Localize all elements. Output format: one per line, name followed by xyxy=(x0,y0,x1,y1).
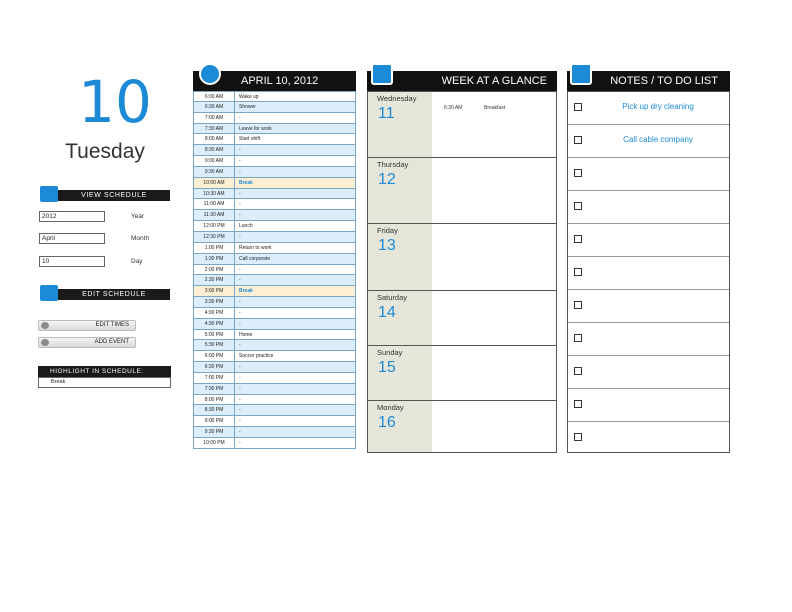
schedule-time: 2:30 PM xyxy=(193,275,235,285)
week-day-name: Sunday xyxy=(377,348,403,357)
schedule-event[interactable]: Wake up xyxy=(235,92,356,101)
day-number: 10 xyxy=(78,68,152,136)
schedule-event[interactable]: - xyxy=(235,210,356,220)
schedule-time: 4:00 PM xyxy=(193,308,235,318)
week-day[interactable] xyxy=(368,92,556,158)
schedule-event[interactable]: - xyxy=(235,145,356,155)
note-checkbox[interactable] xyxy=(574,268,582,276)
note-item[interactable] xyxy=(568,191,729,224)
notes-title: NOTES / TO DO LIST xyxy=(610,75,718,87)
note-item[interactable] xyxy=(568,125,729,158)
schedule-time: 7:00 PM xyxy=(193,373,235,383)
week-day-number: 16 xyxy=(378,414,396,431)
schedule-event[interactable]: - xyxy=(235,373,356,383)
schedule-time: 6:30 PM xyxy=(193,362,235,372)
schedule-row[interactable] xyxy=(193,102,356,113)
schedule-time: 3:30 PM xyxy=(193,297,235,307)
note-item[interactable] xyxy=(568,290,729,323)
schedule-event[interactable]: - xyxy=(235,113,356,123)
note-item[interactable] xyxy=(568,92,729,125)
note-text[interactable]: Pick up dry cleaning xyxy=(622,102,694,111)
schedule-row[interactable] xyxy=(193,210,356,221)
schedule-event[interactable]: Home xyxy=(235,330,356,340)
note-item[interactable] xyxy=(568,356,729,389)
note-item[interactable] xyxy=(568,257,729,290)
schedule-event[interactable]: - xyxy=(235,265,356,275)
edit-times-button[interactable] xyxy=(38,320,136,331)
schedule-event[interactable]: Call corporate xyxy=(235,254,356,264)
note-checkbox[interactable] xyxy=(574,400,582,408)
schedule-event[interactable]: Break xyxy=(235,286,356,296)
schedule-event[interactable]: - xyxy=(235,199,356,209)
schedule-row[interactable] xyxy=(193,156,356,167)
week-day-number: 12 xyxy=(378,171,396,188)
schedule-row[interactable] xyxy=(193,416,356,427)
add-event-label: ADD EVENT xyxy=(94,339,129,345)
note-text[interactable]: Call cable company xyxy=(623,135,693,144)
schedule-row[interactable] xyxy=(193,351,356,362)
week-day-number: 13 xyxy=(378,237,396,254)
schedule-event[interactable]: - xyxy=(235,427,356,437)
schedule-time: 10:00 PM xyxy=(193,438,235,448)
month-label: Month xyxy=(131,235,150,242)
week-day[interactable] xyxy=(368,224,556,291)
schedule-row[interactable] xyxy=(193,330,356,341)
schedule-row[interactable] xyxy=(193,232,356,243)
clock-icon xyxy=(41,339,49,346)
note-item[interactable] xyxy=(568,323,729,356)
schedule-time: 2:00 PM xyxy=(193,265,235,275)
schedule-row[interactable] xyxy=(193,199,356,210)
schedule-row[interactable] xyxy=(193,265,356,276)
week-day-name: Thursday xyxy=(377,160,409,169)
schedule-time: 7:30 AM xyxy=(193,124,235,134)
note-checkbox[interactable] xyxy=(574,103,582,111)
note-checkbox[interactable] xyxy=(574,301,582,309)
refresh-icon xyxy=(570,63,592,85)
year-label: Year xyxy=(131,213,145,220)
schedule-row[interactable] xyxy=(193,134,356,145)
schedule-time: 3:00 PM xyxy=(193,286,235,296)
folder-icon xyxy=(371,63,393,85)
schedule-time: 7:00 AM xyxy=(193,113,235,123)
week-day-number: 14 xyxy=(378,304,396,321)
schedule-time: 11:00 AM xyxy=(193,199,235,209)
schedule-row[interactable] xyxy=(193,221,356,232)
schedule-time: 1:00 PM xyxy=(193,243,235,253)
schedule-event[interactable]: - xyxy=(235,232,356,242)
view-schedule-header: VIEW SCHEDULE xyxy=(58,190,170,201)
week-day-number: 15 xyxy=(378,359,396,376)
calendar-icon xyxy=(40,186,58,202)
week-glance xyxy=(367,91,557,453)
note-checkbox[interactable] xyxy=(574,136,582,144)
schedule-event[interactable]: Lunch xyxy=(235,221,356,231)
schedule-event[interactable]: Return to work xyxy=(235,243,356,253)
week-event: Breakfast xyxy=(484,105,506,111)
schedule-time: 4:30 PM xyxy=(193,319,235,329)
schedule-event[interactable]: - xyxy=(235,189,356,199)
note-item[interactable] xyxy=(568,158,729,191)
schedule-event[interactable]: Leave for work xyxy=(235,124,356,134)
schedule-row[interactable] xyxy=(193,405,356,416)
schedule-event[interactable]: - xyxy=(235,340,356,350)
schedule-time: 10:30 AM xyxy=(193,189,235,199)
week-day-name: Friday xyxy=(377,226,398,235)
grid-icon xyxy=(41,322,49,329)
clock-icon xyxy=(199,63,221,85)
schedule-event[interactable]: - xyxy=(235,395,356,405)
schedule-row[interactable] xyxy=(193,243,356,254)
schedule-row[interactable] xyxy=(193,438,356,449)
schedule-title: APRIL 10, 2012 xyxy=(241,75,319,87)
schedule-time: 5:00 PM xyxy=(193,330,235,340)
schedule-row[interactable] xyxy=(193,362,356,373)
week-day-name: Saturday xyxy=(377,293,408,302)
highlight-input[interactable]: Break xyxy=(38,377,171,388)
schedule-event[interactable]: - xyxy=(235,405,356,415)
schedule-row[interactable] xyxy=(193,124,356,135)
schedule-row[interactable] xyxy=(193,178,356,189)
schedule-row[interactable] xyxy=(193,145,356,156)
schedule-event[interactable]: - xyxy=(235,275,356,285)
schedule-row[interactable] xyxy=(193,254,356,265)
schedule-time: 6:00 AM xyxy=(193,92,235,101)
note-checkbox[interactable] xyxy=(574,169,582,177)
week-day-name: Monday xyxy=(377,403,404,412)
briefcase-icon xyxy=(40,285,58,301)
schedule-time: 6:00 PM xyxy=(193,351,235,361)
week-title: WEEK AT A GLANCE xyxy=(441,75,547,87)
schedule-time: 9:30 PM xyxy=(193,427,235,437)
schedule-row[interactable] xyxy=(193,91,356,102)
week-event-time: 6:30 AM xyxy=(444,105,463,111)
schedule-row[interactable] xyxy=(193,427,356,438)
schedule-event[interactable]: - xyxy=(235,362,356,372)
week-header xyxy=(367,71,557,91)
week-day-number: 11 xyxy=(378,105,395,122)
schedule-time: 9:00 AM xyxy=(193,156,235,166)
schedule-time: 9:00 PM xyxy=(193,416,235,426)
day-label: Day xyxy=(131,258,143,265)
week-day[interactable] xyxy=(368,158,556,224)
schedule-row[interactable] xyxy=(193,286,356,297)
week-day-name: Wednesday xyxy=(377,94,417,103)
schedule-event[interactable]: Soccer practice xyxy=(235,351,356,361)
schedule-event[interactable]: - xyxy=(235,319,356,329)
schedule-event[interactable]: - xyxy=(235,384,356,394)
schedule-event[interactable]: Start shift xyxy=(235,134,356,144)
schedule-event[interactable]: - xyxy=(235,167,356,177)
edit-times-label: EDIT TIMES xyxy=(95,322,129,328)
schedule-table xyxy=(193,91,356,449)
schedule-time: 1:30 PM xyxy=(193,254,235,264)
schedule-row[interactable] xyxy=(193,297,356,308)
schedule-row[interactable] xyxy=(193,275,356,286)
schedule-event[interactable]: Break xyxy=(235,178,356,188)
schedule-time: 8:00 PM xyxy=(193,395,235,405)
schedule-row[interactable] xyxy=(193,308,356,319)
day-field[interactable]: 10 xyxy=(39,256,105,267)
schedule-row[interactable] xyxy=(193,113,356,124)
schedule-event[interactable]: - xyxy=(235,156,356,166)
note-item[interactable] xyxy=(568,422,729,455)
week-day[interactable] xyxy=(368,401,556,454)
schedule-time: 7:30 PM xyxy=(193,384,235,394)
note-checkbox[interactable] xyxy=(574,235,582,243)
add-event-button[interactable] xyxy=(38,337,136,348)
schedule-time: 12:30 PM xyxy=(193,232,235,242)
schedule-row[interactable] xyxy=(193,395,356,406)
note-checkbox[interactable] xyxy=(574,367,582,375)
notes-list xyxy=(567,91,730,453)
schedule-event[interactable]: - xyxy=(235,416,356,426)
note-checkbox[interactable] xyxy=(574,202,582,210)
schedule-row[interactable] xyxy=(193,340,356,351)
schedule-event[interactable]: - xyxy=(235,308,356,318)
schedule-row[interactable] xyxy=(193,189,356,200)
schedule-time: 11:30 AM xyxy=(193,210,235,220)
schedule-time: 10:00 AM xyxy=(193,178,235,188)
schedule-time: 8:00 AM xyxy=(193,134,235,144)
week-day[interactable] xyxy=(368,346,556,401)
schedule-time: 12:00 PM xyxy=(193,221,235,231)
note-item[interactable] xyxy=(568,224,729,257)
note-checkbox[interactable] xyxy=(574,433,582,441)
highlight-title: HIGHLIGHT IN SCHEDULE: xyxy=(38,366,171,377)
schedule-time: 6:30 AM xyxy=(193,102,235,112)
schedule-row[interactable] xyxy=(193,384,356,395)
year-field[interactable]: 2012 xyxy=(39,211,105,222)
week-day[interactable] xyxy=(368,291,556,346)
schedule-time: 9:30 AM xyxy=(193,167,235,177)
schedule-event[interactable]: Shower xyxy=(235,102,356,112)
weekday-label: Tuesday xyxy=(65,140,145,163)
schedule-row[interactable] xyxy=(193,319,356,330)
note-checkbox[interactable] xyxy=(574,334,582,342)
schedule-time: 5:30 PM xyxy=(193,340,235,350)
schedule-row[interactable] xyxy=(193,373,356,384)
schedule-event[interactable]: - xyxy=(235,438,356,448)
schedule-time: 8:30 AM xyxy=(193,145,235,155)
month-field[interactable]: April xyxy=(39,233,105,244)
edit-schedule-header: EDIT SCHEDULE xyxy=(58,289,170,300)
note-item[interactable] xyxy=(568,389,729,422)
schedule-row[interactable] xyxy=(193,167,356,178)
schedule-event[interactable]: - xyxy=(235,297,356,307)
schedule-time: 8:30 PM xyxy=(193,405,235,415)
